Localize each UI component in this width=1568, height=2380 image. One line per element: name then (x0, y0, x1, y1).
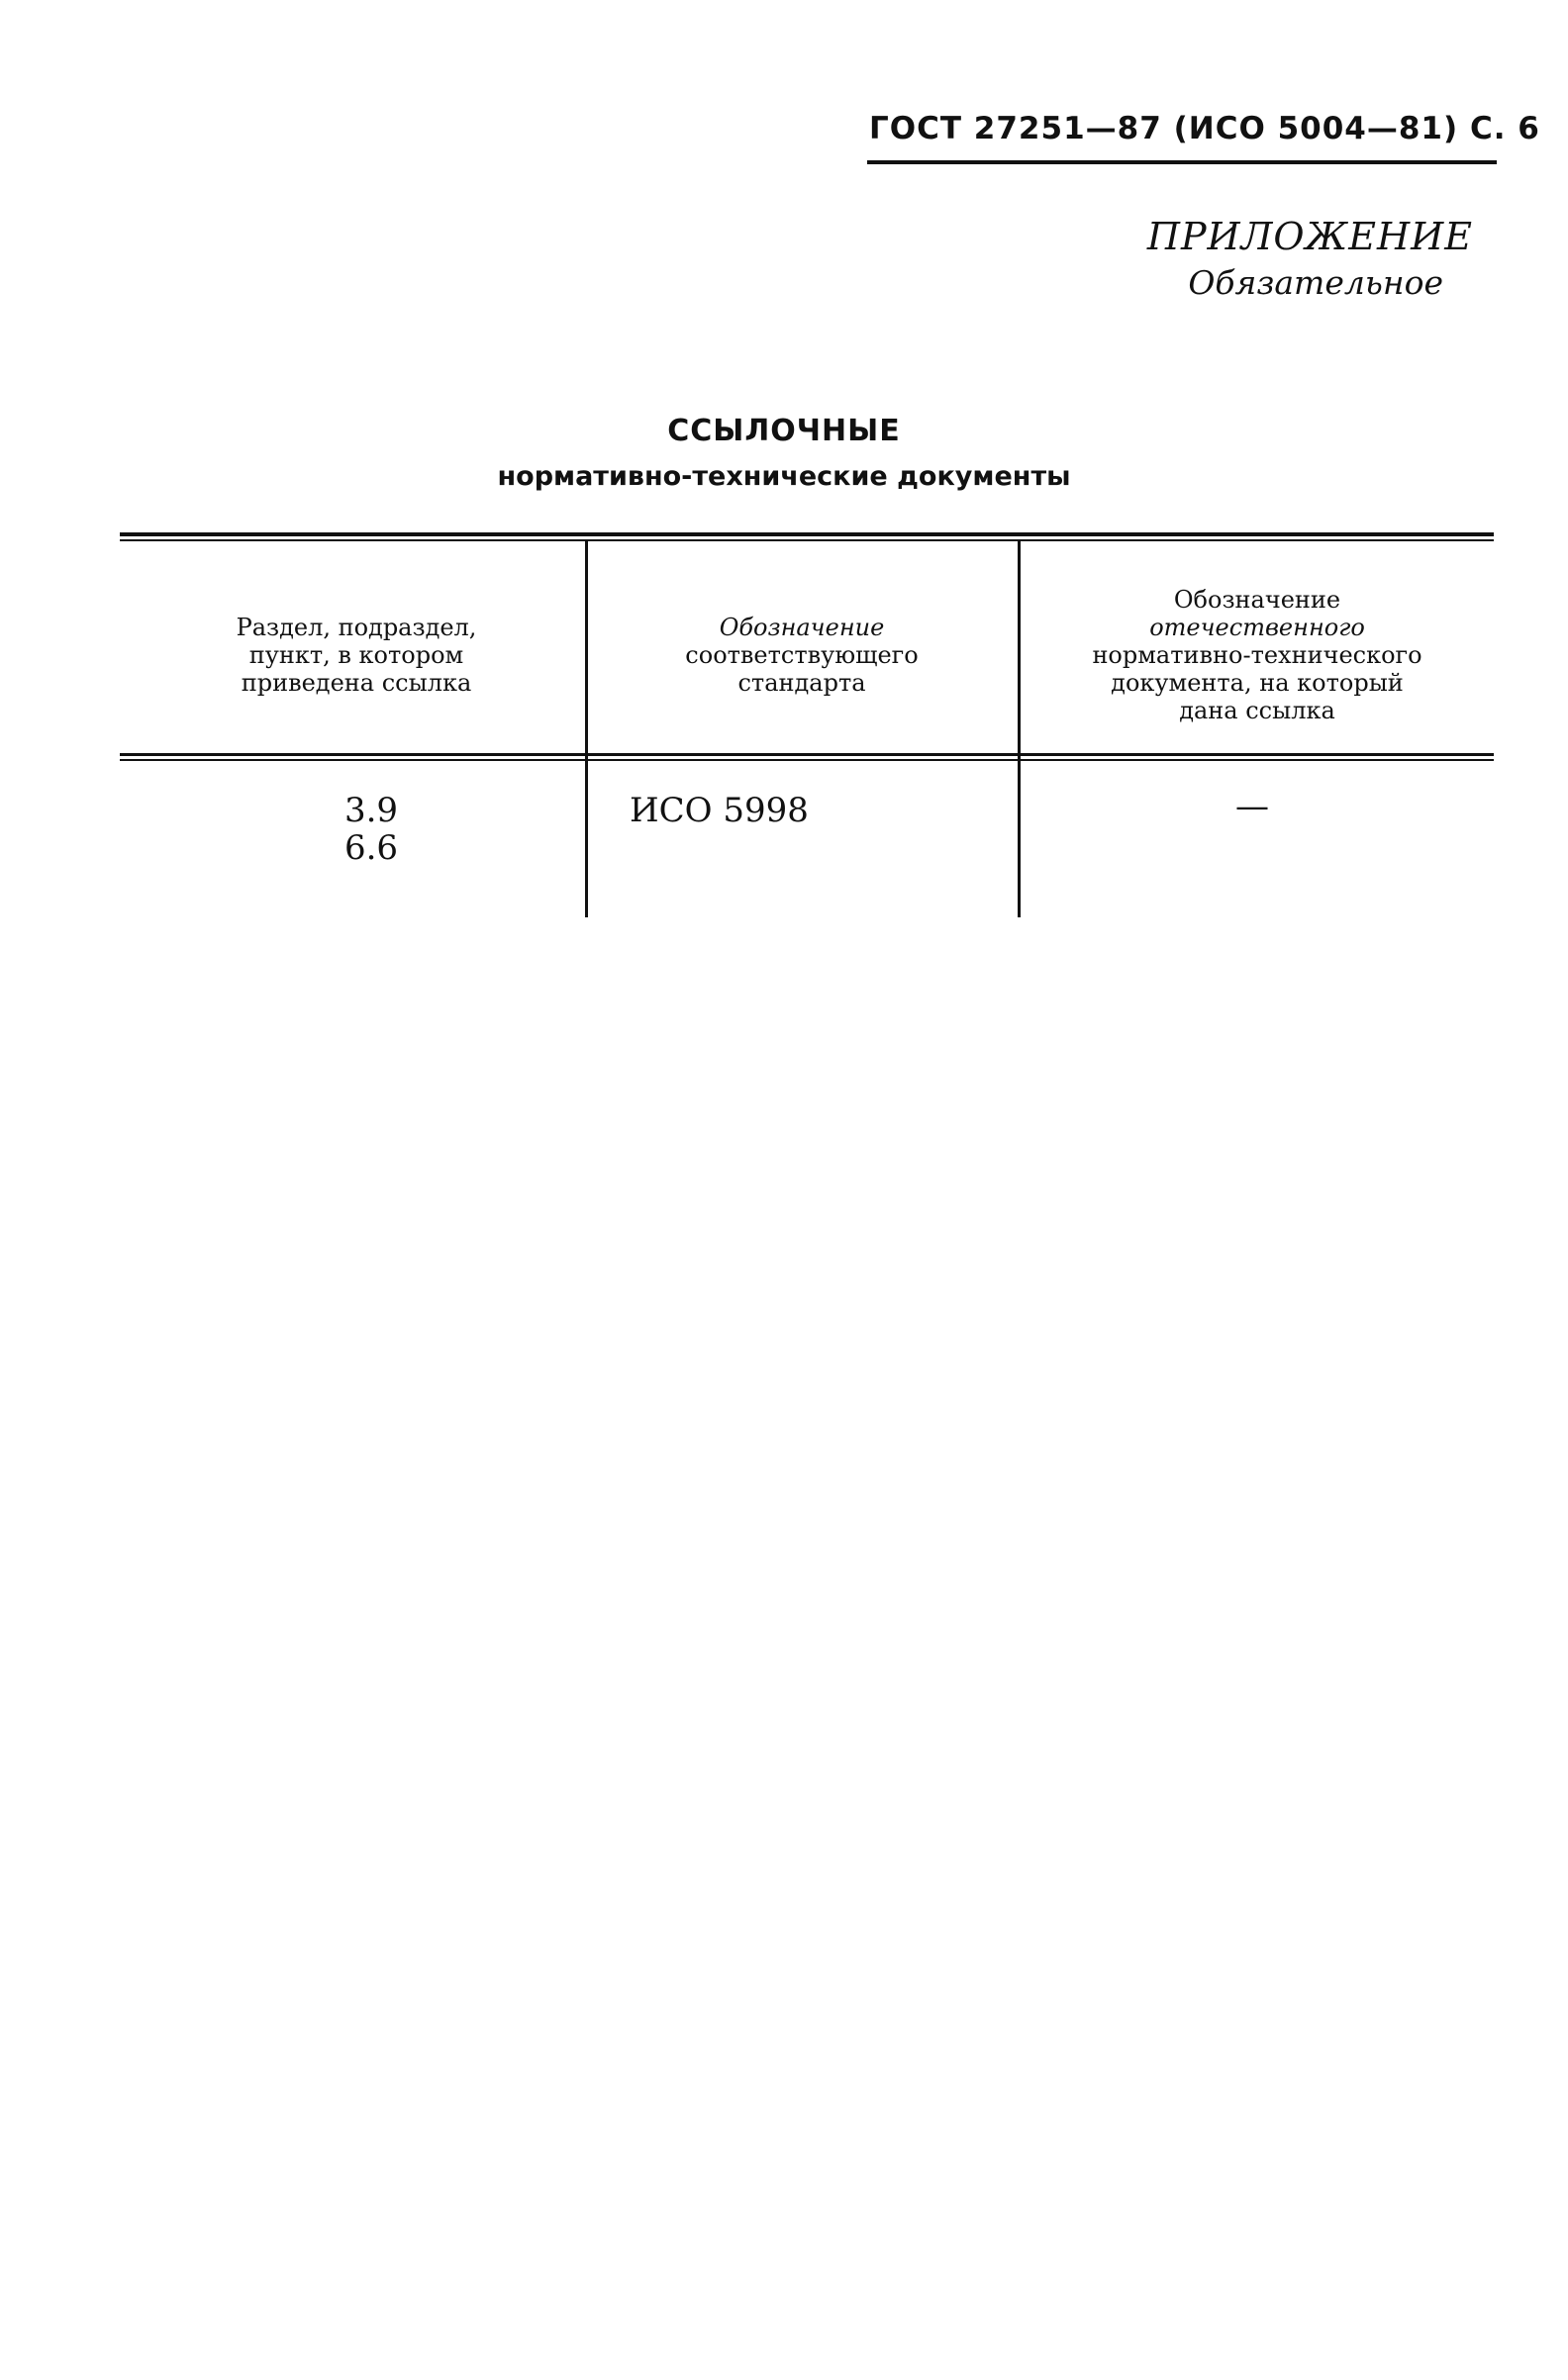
appendix-status: Обязательное (1188, 263, 1443, 302)
table-title: ССЫЛОЧНЫЕ (667, 414, 901, 448)
table-subtitle: нормативно-технические документы (497, 461, 1071, 492)
column-header-line: соответствующего (685, 641, 919, 669)
column-header-line: дана ссылка (1179, 697, 1335, 724)
header-rule (867, 160, 1497, 164)
column-header-line: приведена ссылка (241, 669, 472, 697)
column-header-line: Раздел, подраздел, (236, 614, 477, 641)
column-header-line: Обозначение (1173, 586, 1341, 614)
table-header-rule-inner (120, 759, 1494, 761)
table-row (327, 792, 416, 867)
column-divider (585, 541, 588, 917)
appendix-label: ПРИЛОЖЕНИЕ (1146, 215, 1473, 258)
column-divider (1018, 541, 1021, 917)
table-header-rule (120, 753, 1494, 756)
column-header-domestic (1029, 586, 1485, 724)
table-top-rule-inner (120, 539, 1494, 541)
column-header-standard (594, 614, 1010, 697)
column-header-line: стандарта (737, 669, 866, 697)
column-header-line: отечественного (1149, 614, 1365, 641)
column-header-line: нормативно-технического (1092, 641, 1422, 669)
column-header-section (148, 614, 564, 697)
document-reference: ГОСТ 27251—87 (ИСО 5004—81) С. 6 (869, 111, 1540, 146)
column-header-line: документа, на который (1111, 669, 1404, 697)
column-header-line: пункт, в котором (248, 641, 464, 669)
domestic-designation: — (1235, 787, 1269, 826)
standard-designation: ИСО 5998 (630, 791, 809, 830)
section-reference: 3.9 (343, 791, 399, 830)
section-reference: 6.6 (343, 828, 399, 868)
table-top-rule (120, 532, 1494, 536)
column-header-line: Обозначение (719, 614, 885, 641)
